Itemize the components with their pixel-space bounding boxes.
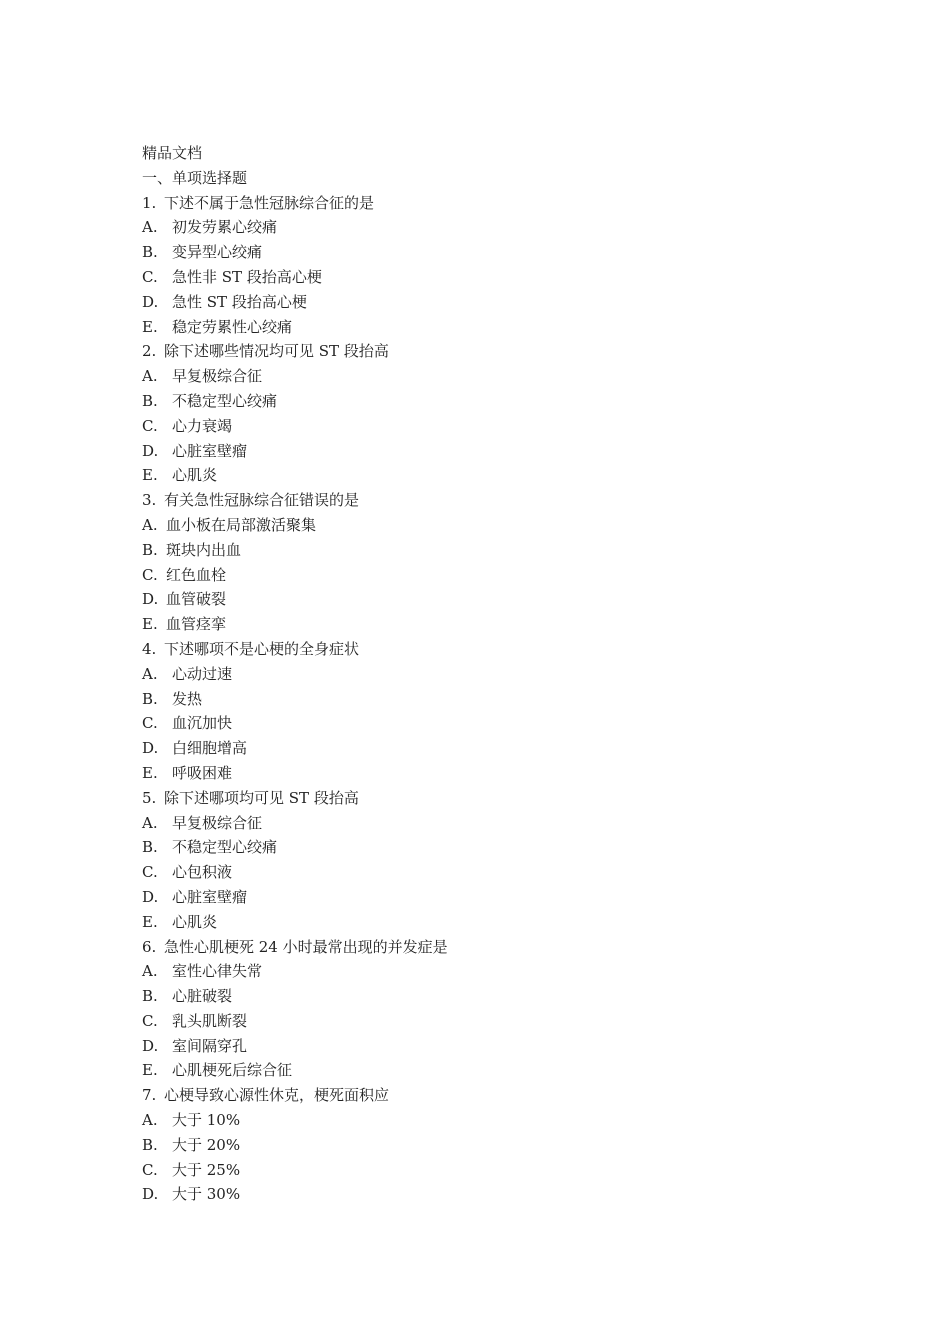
answer-option: [142, 315, 842, 340]
option-text: 不稳定型心绞痛: [172, 838, 278, 857]
answer-option: [142, 463, 842, 488]
option-text: 大于 30%: [172, 1185, 241, 1204]
option-text: 心力衰竭: [172, 416, 233, 435]
answer-option: [142, 240, 842, 265]
answer-option: [142, 885, 842, 910]
option-text: 血管痉挛: [166, 615, 227, 634]
option-letter: C.: [142, 267, 158, 286]
option-letter: A.: [142, 1111, 158, 1130]
question-stem: [142, 488, 842, 513]
option-text: 白细胞增高: [172, 739, 248, 758]
question-text: 下述哪项不是心梗的全身症状: [164, 639, 360, 658]
answer-option: [142, 563, 842, 588]
option-text: 斑块内出血: [166, 540, 242, 559]
option-text: 乳头肌断裂: [172, 1011, 248, 1030]
option-letter: C.: [142, 1011, 158, 1030]
question-number: 6.: [142, 937, 157, 956]
question-number: 1.: [142, 193, 157, 212]
answer-option: [142, 439, 842, 464]
option-text: 血沉加快: [172, 714, 233, 733]
answer-option: [142, 711, 842, 736]
question-number: 7.: [142, 1086, 157, 1105]
option-letter: E.: [142, 466, 158, 485]
option-text: 室性心律失常: [172, 962, 263, 981]
answer-option: [142, 587, 842, 612]
option-letter: B.: [142, 391, 158, 410]
question-stem: [142, 191, 842, 216]
option-letter: B.: [142, 243, 158, 262]
option-text: 室间隔穿孔: [172, 1036, 248, 1055]
option-letter: A.: [142, 367, 158, 386]
option-text: 不稳定型心绞痛: [172, 391, 278, 410]
section-title: 一、单项选择题: [142, 168, 248, 187]
answer-option: [142, 389, 842, 414]
question-stem: [142, 935, 842, 960]
question-stem: [142, 1083, 842, 1108]
document-page: [142, 141, 842, 1207]
option-letter: D.: [142, 590, 159, 609]
option-text: 发热: [172, 689, 203, 708]
option-letter: D.: [142, 739, 159, 758]
option-letter: D.: [142, 1185, 159, 1204]
answer-option: [142, 290, 842, 315]
answer-option: [142, 1158, 842, 1183]
answer-option: [142, 662, 842, 687]
question-text: 除下述哪些情况均可见 ST 段抬高: [164, 342, 389, 361]
option-text: 心动过速: [172, 664, 233, 683]
option-letter: E.: [142, 912, 158, 931]
option-letter: E.: [142, 763, 158, 782]
option-letter: A.: [142, 515, 158, 534]
option-letter: B.: [142, 689, 158, 708]
option-text: 呼吸困难: [172, 763, 233, 782]
option-letter: C.: [142, 565, 158, 584]
question-text: 急性心肌梗死 24 小时最常出现的并发症是: [164, 937, 448, 956]
option-letter: D.: [142, 887, 159, 906]
option-text: 心肌炎: [172, 912, 218, 931]
option-letter: B.: [142, 987, 158, 1006]
answer-option: [142, 736, 842, 761]
option-text: 心包积液: [172, 863, 233, 882]
option-letter: A.: [142, 664, 158, 683]
question-number: 3.: [142, 491, 157, 510]
question-stem: [142, 786, 842, 811]
option-text: 大于 25%: [172, 1160, 241, 1179]
option-text: 心肌炎: [172, 466, 218, 485]
option-text: 血小板在局部激活聚集: [166, 515, 317, 534]
answer-option: [142, 860, 842, 885]
answer-option: [142, 215, 842, 240]
option-letter: C.: [142, 714, 158, 733]
option-letter: D.: [142, 1036, 159, 1055]
answer-option: [142, 910, 842, 935]
answer-option: [142, 1108, 842, 1133]
option-text: 急性非 ST 段抬高心梗: [172, 267, 322, 286]
question-text: 下述不属于急性冠脉综合征的是: [164, 193, 375, 212]
answer-option: [142, 612, 842, 637]
option-letter: A.: [142, 218, 158, 237]
option-text: 变异型心绞痛: [172, 243, 263, 262]
answer-option: [142, 835, 842, 860]
option-letter: C.: [142, 1160, 158, 1179]
option-text: 心脏破裂: [172, 987, 233, 1006]
option-letter: B.: [142, 540, 158, 559]
answer-option: [142, 959, 842, 984]
question-number: 5.: [142, 788, 157, 807]
option-text: 早复极综合征: [172, 813, 263, 832]
option-letter: B.: [142, 1135, 158, 1154]
option-letter: E.: [142, 1061, 158, 1080]
answer-option: [142, 1034, 842, 1059]
option-letter: D.: [142, 441, 159, 460]
answer-option: [142, 364, 842, 389]
answer-option: [142, 1133, 842, 1158]
question-text: 心梗导致心源性休克，梗死面积应: [164, 1086, 390, 1105]
answer-option: [142, 1009, 842, 1034]
option-text: 血管破裂: [166, 590, 227, 609]
option-text: 早复极综合征: [172, 367, 263, 386]
option-text: 红色血栓: [166, 565, 227, 584]
answer-option: [142, 513, 842, 538]
option-text: 稳定劳累性心绞痛: [172, 317, 293, 336]
answer-option: [142, 538, 842, 563]
option-letter: C.: [142, 416, 158, 435]
option-letter: E.: [142, 615, 158, 634]
option-text: 大于 10%: [172, 1111, 241, 1130]
option-text: 心肌梗死后综合征: [172, 1061, 293, 1080]
option-letter: A.: [142, 962, 158, 981]
question-text: 有关急性冠脉综合征错误的是: [164, 491, 360, 510]
question-number: 4.: [142, 639, 157, 658]
answer-option: [142, 811, 842, 836]
option-text: 急性 ST 段抬高心梗: [172, 292, 307, 311]
answer-option: [142, 1182, 842, 1207]
answer-option: [142, 761, 842, 786]
page-header: 精品文档: [142, 144, 203, 162]
answer-option: [142, 984, 842, 1009]
option-text: 大于 20%: [172, 1135, 241, 1154]
answer-option: [142, 1058, 842, 1083]
answer-option: [142, 687, 842, 712]
option-text: 初发劳累心绞痛: [172, 218, 278, 237]
question-stem: [142, 637, 842, 662]
question-number: 2.: [142, 342, 157, 361]
option-letter: E.: [142, 317, 158, 336]
option-letter: A.: [142, 813, 158, 832]
option-letter: C.: [142, 863, 158, 882]
option-letter: B.: [142, 838, 158, 857]
question-stem: [142, 339, 842, 364]
answer-option: [142, 414, 842, 439]
option-letter: D.: [142, 292, 159, 311]
question-list: [142, 191, 842, 1208]
option-text: 心脏室壁瘤: [172, 441, 248, 460]
answer-option: [142, 265, 842, 290]
question-text: 除下述哪项均可见 ST 段抬高: [164, 788, 359, 807]
option-text: 心脏室壁瘤: [172, 887, 248, 906]
